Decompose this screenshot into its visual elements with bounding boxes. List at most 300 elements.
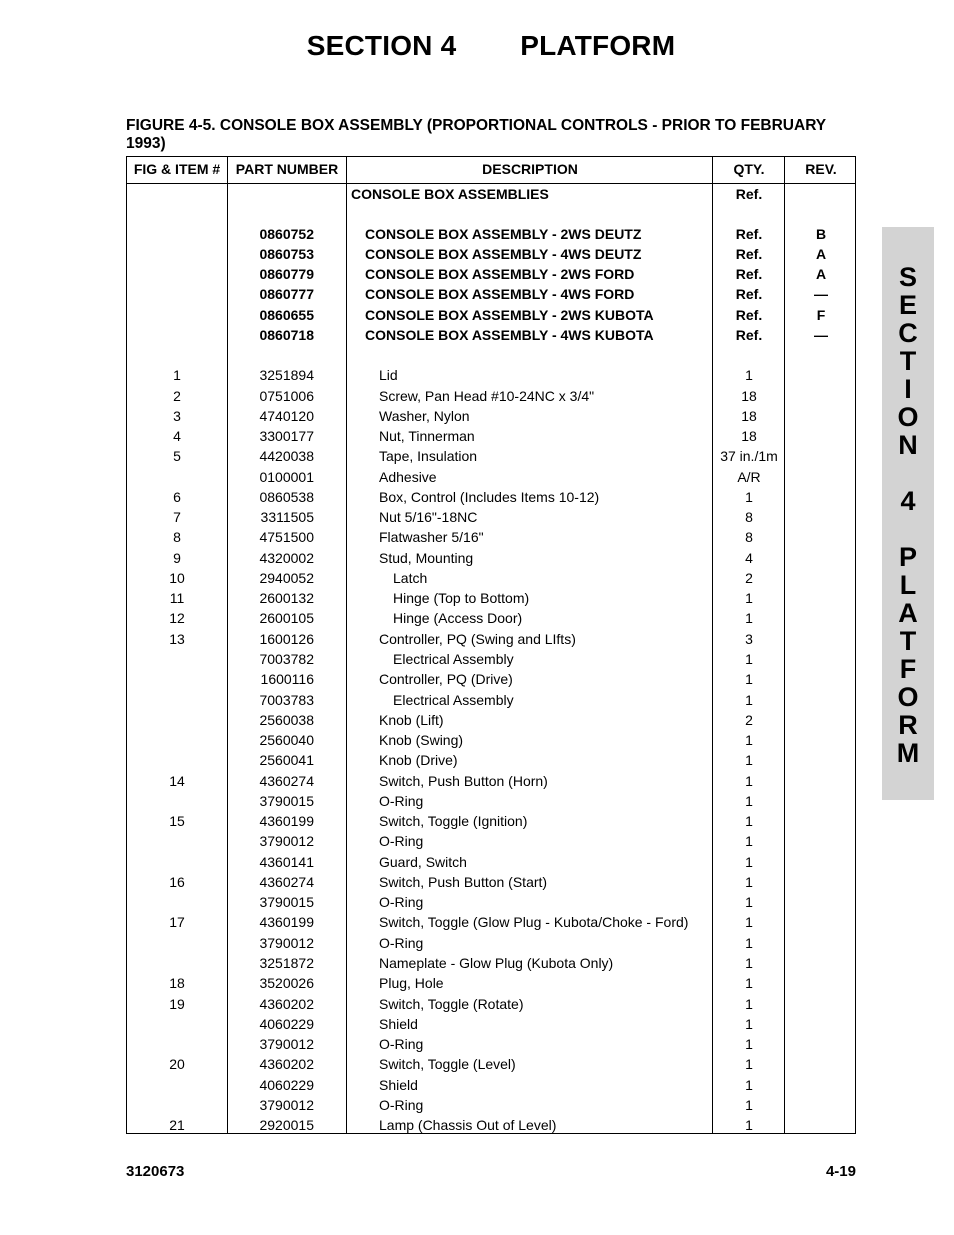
description-cell: Nut, Tinnerman [379,428,475,444]
part-number-cell: 4360274 [259,874,314,890]
part-number-cell: 3311505 [260,509,314,525]
part-number-cell: 3790012 [259,935,314,951]
table-row [127,527,855,547]
description-cell: Electrical Assembly [393,651,514,667]
table-row [127,669,855,689]
part-number-cell: 3790012 [259,833,314,849]
qty-cell: 1 [745,955,753,971]
qty-cell: A/R [737,469,761,485]
table-row [127,994,855,1014]
qty-cell: 1 [745,833,753,849]
qty-cell: 1 [745,1097,753,1113]
description-cell: Knob (Lift) [379,712,444,728]
part-number-cell [227,184,347,204]
side-tab-letter: M [896,738,920,768]
header-description: DESCRIPTION [482,161,578,177]
qty-cell: Ref. [735,186,763,202]
fig-item-cell [127,669,227,689]
document-number: 3120673 [126,1163,185,1180]
table-row [127,264,855,284]
table-row [127,1054,855,1074]
table-row [127,771,855,791]
part-number-cell: 4360141 [259,854,314,870]
fig-item-cell: 7 [173,509,181,525]
qty-cell: 1 [745,1077,753,1093]
table-row [127,184,855,204]
header-rev: REV. [805,161,837,177]
table-row [127,244,855,264]
part-number-cell: 0860752 [259,226,314,242]
part-number-cell: 3790012 [259,1036,314,1052]
fig-item-cell: 13 [169,631,185,647]
part-number-cell: 2560041 [259,752,314,768]
description-cell: Guard, Switch [379,854,467,870]
rev-cell [785,588,857,608]
rev-cell [785,811,857,831]
fig-item-cell: 5 [173,448,181,464]
rev-cell [785,386,857,406]
fig-item-cell: 18 [169,975,185,991]
part-number-cell: 4360199 [259,813,314,829]
part-number-cell: 4360202 [259,996,314,1012]
description-cell: Nameplate - Glow Plug (Kubota Only) [379,955,614,971]
description-cell: Stud, Mounting [379,550,474,566]
fig-item-cell [127,244,227,264]
part-number-cell: 4320002 [259,550,314,566]
part-number-cell: 4360274 [259,773,314,789]
side-tab-letter: O [897,402,919,432]
description-cell: Shield [379,1077,418,1093]
fig-item-cell [127,852,227,872]
part-number-cell: 4060229 [259,1077,314,1093]
parts-table [126,156,856,1134]
side-tab-letter: L [899,570,917,600]
description-cell: Switch, Toggle (Glow Plug - Kubota/Choke - Ford) [379,914,689,930]
table-header [127,157,855,184]
table-row [127,852,855,872]
description-cell: Lid [379,367,398,383]
description-cell: Switch, Push Button (Horn) [379,773,548,789]
table-row [127,305,855,325]
part-number-cell: 0860718 [259,327,314,343]
qty-cell: Ref. [735,327,763,343]
description-cell: O-Ring [379,1036,424,1052]
description-cell: Latch [393,570,428,586]
table-row [127,284,855,304]
qty-cell: 2 [745,570,753,586]
rev-cell [785,912,857,932]
table-row [127,892,855,912]
part-number-cell: 3790015 [259,793,314,809]
description-cell: O-Ring [379,1097,424,1113]
qty-cell: 4 [745,550,753,566]
side-tab-letter: 4 [900,486,916,516]
qty-cell: 2 [745,712,753,728]
fig-item-cell [127,831,227,851]
rev-cell [785,487,857,507]
side-tab-letter [882,515,934,543]
fig-item-cell [127,1075,227,1095]
rev-cell [785,507,857,527]
table-row [127,1095,855,1115]
figure-title: FIGURE 4-5. CONSOLE BOX ASSEMBLY (PROPORTIONAL CONTROLS - PRIOR TO FEBRUARY 1993) [126,117,826,152]
side-tab-letter: F [899,654,917,684]
qty-cell: 1 [745,1056,753,1072]
qty-cell: 1 [745,1117,753,1133]
description-cell: O-Ring [379,793,424,809]
side-tab-letter: I [904,374,912,404]
qty-cell: 1 [745,894,753,910]
table-row [127,487,855,507]
page-number: 4-19 [825,1163,856,1180]
description-cell: Box, Control (Includes Items 10-12) [379,489,600,505]
side-tab-letter: T [899,626,917,656]
fig-item-cell [127,791,227,811]
qty-cell: 1 [745,752,753,768]
part-number-cell: 1600116 [260,671,314,687]
rev-cell [785,831,857,851]
fig-item-cell [127,1095,227,1115]
part-number-cell: 4420038 [259,448,314,464]
rev-cell: A [815,246,827,262]
qty-cell: 18 [741,388,757,404]
rev-cell [785,669,857,689]
part-number-cell: 0860777 [259,286,314,302]
rev-cell [785,1095,857,1115]
part-number-cell: 2920015 [259,1117,314,1133]
description-cell: Tape, Insulation [379,448,478,464]
rev-cell [785,1034,857,1054]
side-tab-spacer [882,227,934,263]
rev-cell: — [814,327,828,343]
table-row [127,1115,855,1135]
fig-item-cell [127,690,227,710]
part-number-cell: 3251894 [259,367,314,383]
table-row [127,791,855,811]
description-cell: Hinge (Top to Bottom) [393,590,530,606]
qty-cell: 1 [745,671,753,687]
description-cell: Screw, Pan Head #10-24NC x 3/4" [379,388,595,404]
side-tab-letter: T [899,346,917,376]
fig-item-cell: 11 [169,590,185,606]
fig-item-cell: 3 [173,408,181,424]
fig-item-cell: 2 [173,388,181,404]
fig-item-cell: 20 [169,1056,185,1072]
description-cell: Flatwasher 5/16" [379,529,484,545]
description-cell: Washer, Nylon [379,408,470,424]
table-row [127,467,855,487]
fig-item-cell [127,649,227,669]
section-side-tab [882,227,934,800]
description-cell: Electrical Assembly [393,692,514,708]
description-cell: Switch, Toggle (Level) [379,1056,516,1072]
fig-item-cell [127,467,227,487]
table-row [127,568,855,588]
qty-cell: 1 [745,935,753,951]
table-row [127,406,855,426]
description-cell: O-Ring [379,894,424,910]
rev-cell: — [814,286,828,302]
description-cell: Knob (Swing) [379,732,464,748]
qty-cell: Ref. [735,286,763,302]
description-cell: Controller, PQ (Swing and LIfts) [379,631,576,647]
description-cell: CONSOLE BOX ASSEMBLY - 4WS DEUTZ [365,246,642,262]
description-cell: Controller, PQ (Drive) [379,671,513,687]
rev-cell [785,1115,857,1135]
table-row [127,811,855,831]
fig-item-cell [127,284,227,304]
side-tab-letter: P [898,542,917,572]
part-number-cell: 3520026 [259,975,314,991]
rev-cell [785,406,857,426]
rev-cell [785,365,857,385]
qty-cell: 1 [745,1036,753,1052]
qty-cell: 1 [745,793,753,809]
qty-cell: Ref. [735,246,763,262]
description-cell: Plug, Hole [379,975,444,991]
part-number-cell: 0860538 [259,489,314,505]
rev-cell [785,184,857,204]
part-number-cell: 0860779 [259,266,314,282]
rev-cell [785,608,857,628]
part-number-cell: 3300177 [259,428,314,444]
table-row [127,446,855,466]
part-number-cell: 1600126 [259,631,314,647]
table-row [127,710,855,730]
description-cell: O-Ring [379,833,424,849]
rev-cell [785,771,857,791]
table-row [127,933,855,953]
fig-item-cell [127,710,227,730]
fig-item-cell [127,892,227,912]
part-number-cell: 2560040 [259,732,314,748]
qty-cell: 1 [745,367,753,383]
rev-cell [785,426,857,446]
table-row [127,629,855,649]
rev-cell [785,1014,857,1034]
header-qty: QTY. [733,161,765,177]
rev-cell [785,730,857,750]
qty-cell: 1 [745,773,753,789]
table-row [127,872,855,892]
table-row [127,831,855,851]
table-row [127,325,855,345]
fig-item-cell [127,264,227,284]
fig-item-cell: 1 [173,367,181,383]
qty-cell: 8 [745,509,753,525]
table-row [127,224,855,244]
part-number-cell: 0860655 [259,307,314,323]
part-number-cell: 7003782 [259,651,314,667]
part-number-cell: 0100001 [259,469,314,485]
qty-cell: 1 [745,590,753,606]
table-row [127,608,855,628]
fig-item-cell [127,305,227,325]
table-row [127,750,855,770]
rev-cell [785,791,857,811]
qty-cell: 37 in./1m [720,448,778,464]
rev-cell [785,629,857,649]
part-number-cell: 4060229 [259,1016,314,1032]
rev-cell: B [815,226,827,242]
description-cell: Nut 5/16"-18NC [379,509,478,525]
description-cell: CONSOLE BOX ASSEMBLY - 2WS DEUTZ [365,226,642,242]
fig-item-cell: 8 [173,529,181,545]
qty-cell: 1 [745,651,753,667]
qty-cell: 1 [745,489,753,505]
rev-cell [785,892,857,912]
fig-item-cell: 12 [169,610,185,626]
description-cell: CONSOLE BOX ASSEMBLIES [351,186,549,202]
part-number-cell: 4360199 [259,914,314,930]
rev-cell [785,568,857,588]
rev-cell: A [815,266,827,282]
part-number-cell: 4751500 [259,529,314,545]
side-tab-letter: O [897,682,919,712]
rev-cell [785,1075,857,1095]
description-cell: Switch, Toggle (Rotate) [379,996,524,1012]
description-cell: CONSOLE BOX ASSEMBLY - 4WS FORD [365,286,635,302]
fig-item-cell [127,730,227,750]
side-tab-letter: N [898,430,918,460]
rev-cell [785,852,857,872]
rev-cell [785,933,857,953]
fig-item-cell: 9 [173,550,181,566]
fig-item-cell: 19 [169,996,185,1012]
qty-cell: Ref. [735,307,763,323]
table-row [127,548,855,568]
fig-item-cell: 21 [169,1117,185,1133]
qty-cell: 1 [745,996,753,1012]
fig-item-cell [127,1014,227,1034]
part-number-cell: 2600132 [259,590,314,606]
rev-cell [785,467,857,487]
table-row [127,953,855,973]
fig-item-cell [127,325,227,345]
rev-cell [785,750,857,770]
table-row [127,1075,855,1095]
qty-cell: Ref. [735,226,763,242]
part-number-cell: 4740120 [259,408,314,424]
rev-cell [785,994,857,1014]
description-cell: Hinge (Access Door) [393,610,523,626]
qty-cell: 18 [741,428,757,444]
table-row [127,973,855,993]
table-row [127,588,855,608]
side-tab-letter: S [898,262,917,292]
side-tab-letter: E [898,290,917,320]
part-number-cell: 4360202 [259,1056,314,1072]
qty-cell: 18 [741,408,757,424]
fig-item-cell: 6 [173,489,181,505]
description-cell: Switch, Push Button (Start) [379,874,548,890]
description-cell: Adhesive [379,469,437,485]
description-cell: CONSOLE BOX ASSEMBLY - 2WS KUBOTA [365,307,654,323]
fig-item-cell: 16 [169,874,185,890]
part-number-cell: 2940052 [259,570,314,586]
part-number-cell: 0860753 [259,246,314,262]
fig-item-cell [127,184,227,204]
description-cell: Knob (Drive) [379,752,458,768]
rev-cell [785,710,857,730]
side-tab-letter: R [898,710,918,740]
side-tab-letter [882,459,934,487]
side-tab-letter: A [898,598,918,628]
fig-item-cell [127,933,227,953]
description-cell: CONSOLE BOX ASSEMBLY - 2WS FORD [365,266,635,282]
rev-cell [785,1054,857,1074]
fig-item-cell [127,1034,227,1054]
qty-cell: 1 [745,813,753,829]
part-number-cell: 7003783 [259,692,314,708]
fig-item-cell: 4 [173,428,181,444]
description-cell: Lamp (Chassis Out of Level) [379,1117,557,1133]
fig-item-cell [127,750,227,770]
fig-item-cell: 14 [169,773,185,789]
table-body [127,183,855,1133]
table-row [127,912,855,932]
qty-cell: 1 [745,975,753,991]
rev-cell [785,527,857,547]
rev-cell [785,690,857,710]
qty-cell: 1 [745,914,753,930]
qty-cell: 1 [745,854,753,870]
rev-cell [785,953,857,973]
table-row [127,386,855,406]
qty-cell: 1 [745,732,753,748]
section-title: SECTION 4 PLATFORM [306,30,676,61]
qty-cell: 1 [745,692,753,708]
description-cell: CONSOLE BOX ASSEMBLY - 4WS KUBOTA [365,327,654,343]
qty-cell: 1 [745,1016,753,1032]
part-number-cell: 2600105 [259,610,314,626]
table-row [127,1034,855,1054]
table-row [127,426,855,446]
rev-cell [785,649,857,669]
qty-cell: Ref. [735,266,763,282]
rev-cell [785,446,857,466]
part-number-cell: 2560038 [259,712,314,728]
fig-item-cell [127,224,227,244]
fig-item-cell: 15 [169,813,185,829]
rev-cell [785,973,857,993]
rev-cell [785,548,857,568]
qty-cell: 1 [745,610,753,626]
qty-cell: 1 [745,874,753,890]
part-number-cell: 3251872 [259,955,314,971]
description-cell: O-Ring [379,935,424,951]
part-number-cell: 3790012 [259,1097,314,1113]
fig-item-cell: 17 [169,914,185,930]
rev-cell [785,872,857,892]
table-row [127,690,855,710]
description-cell: Shield [379,1016,418,1032]
part-number-cell: 0751006 [259,388,314,404]
fig-item-cell: 10 [169,570,185,586]
header-fig-item: FIG & ITEM # [133,161,221,177]
part-number-cell: 3790015 [259,894,314,910]
qty-cell: 3 [745,631,753,647]
side-tab-letter: C [898,318,918,348]
table-row [127,649,855,669]
description-cell: Switch, Toggle (Ignition) [379,813,528,829]
table-row [127,365,855,385]
header-part-number: PART NUMBER [235,161,339,177]
fig-item-cell [127,953,227,973]
table-row [127,507,855,527]
table-row [127,1014,855,1034]
table-row [127,730,855,750]
